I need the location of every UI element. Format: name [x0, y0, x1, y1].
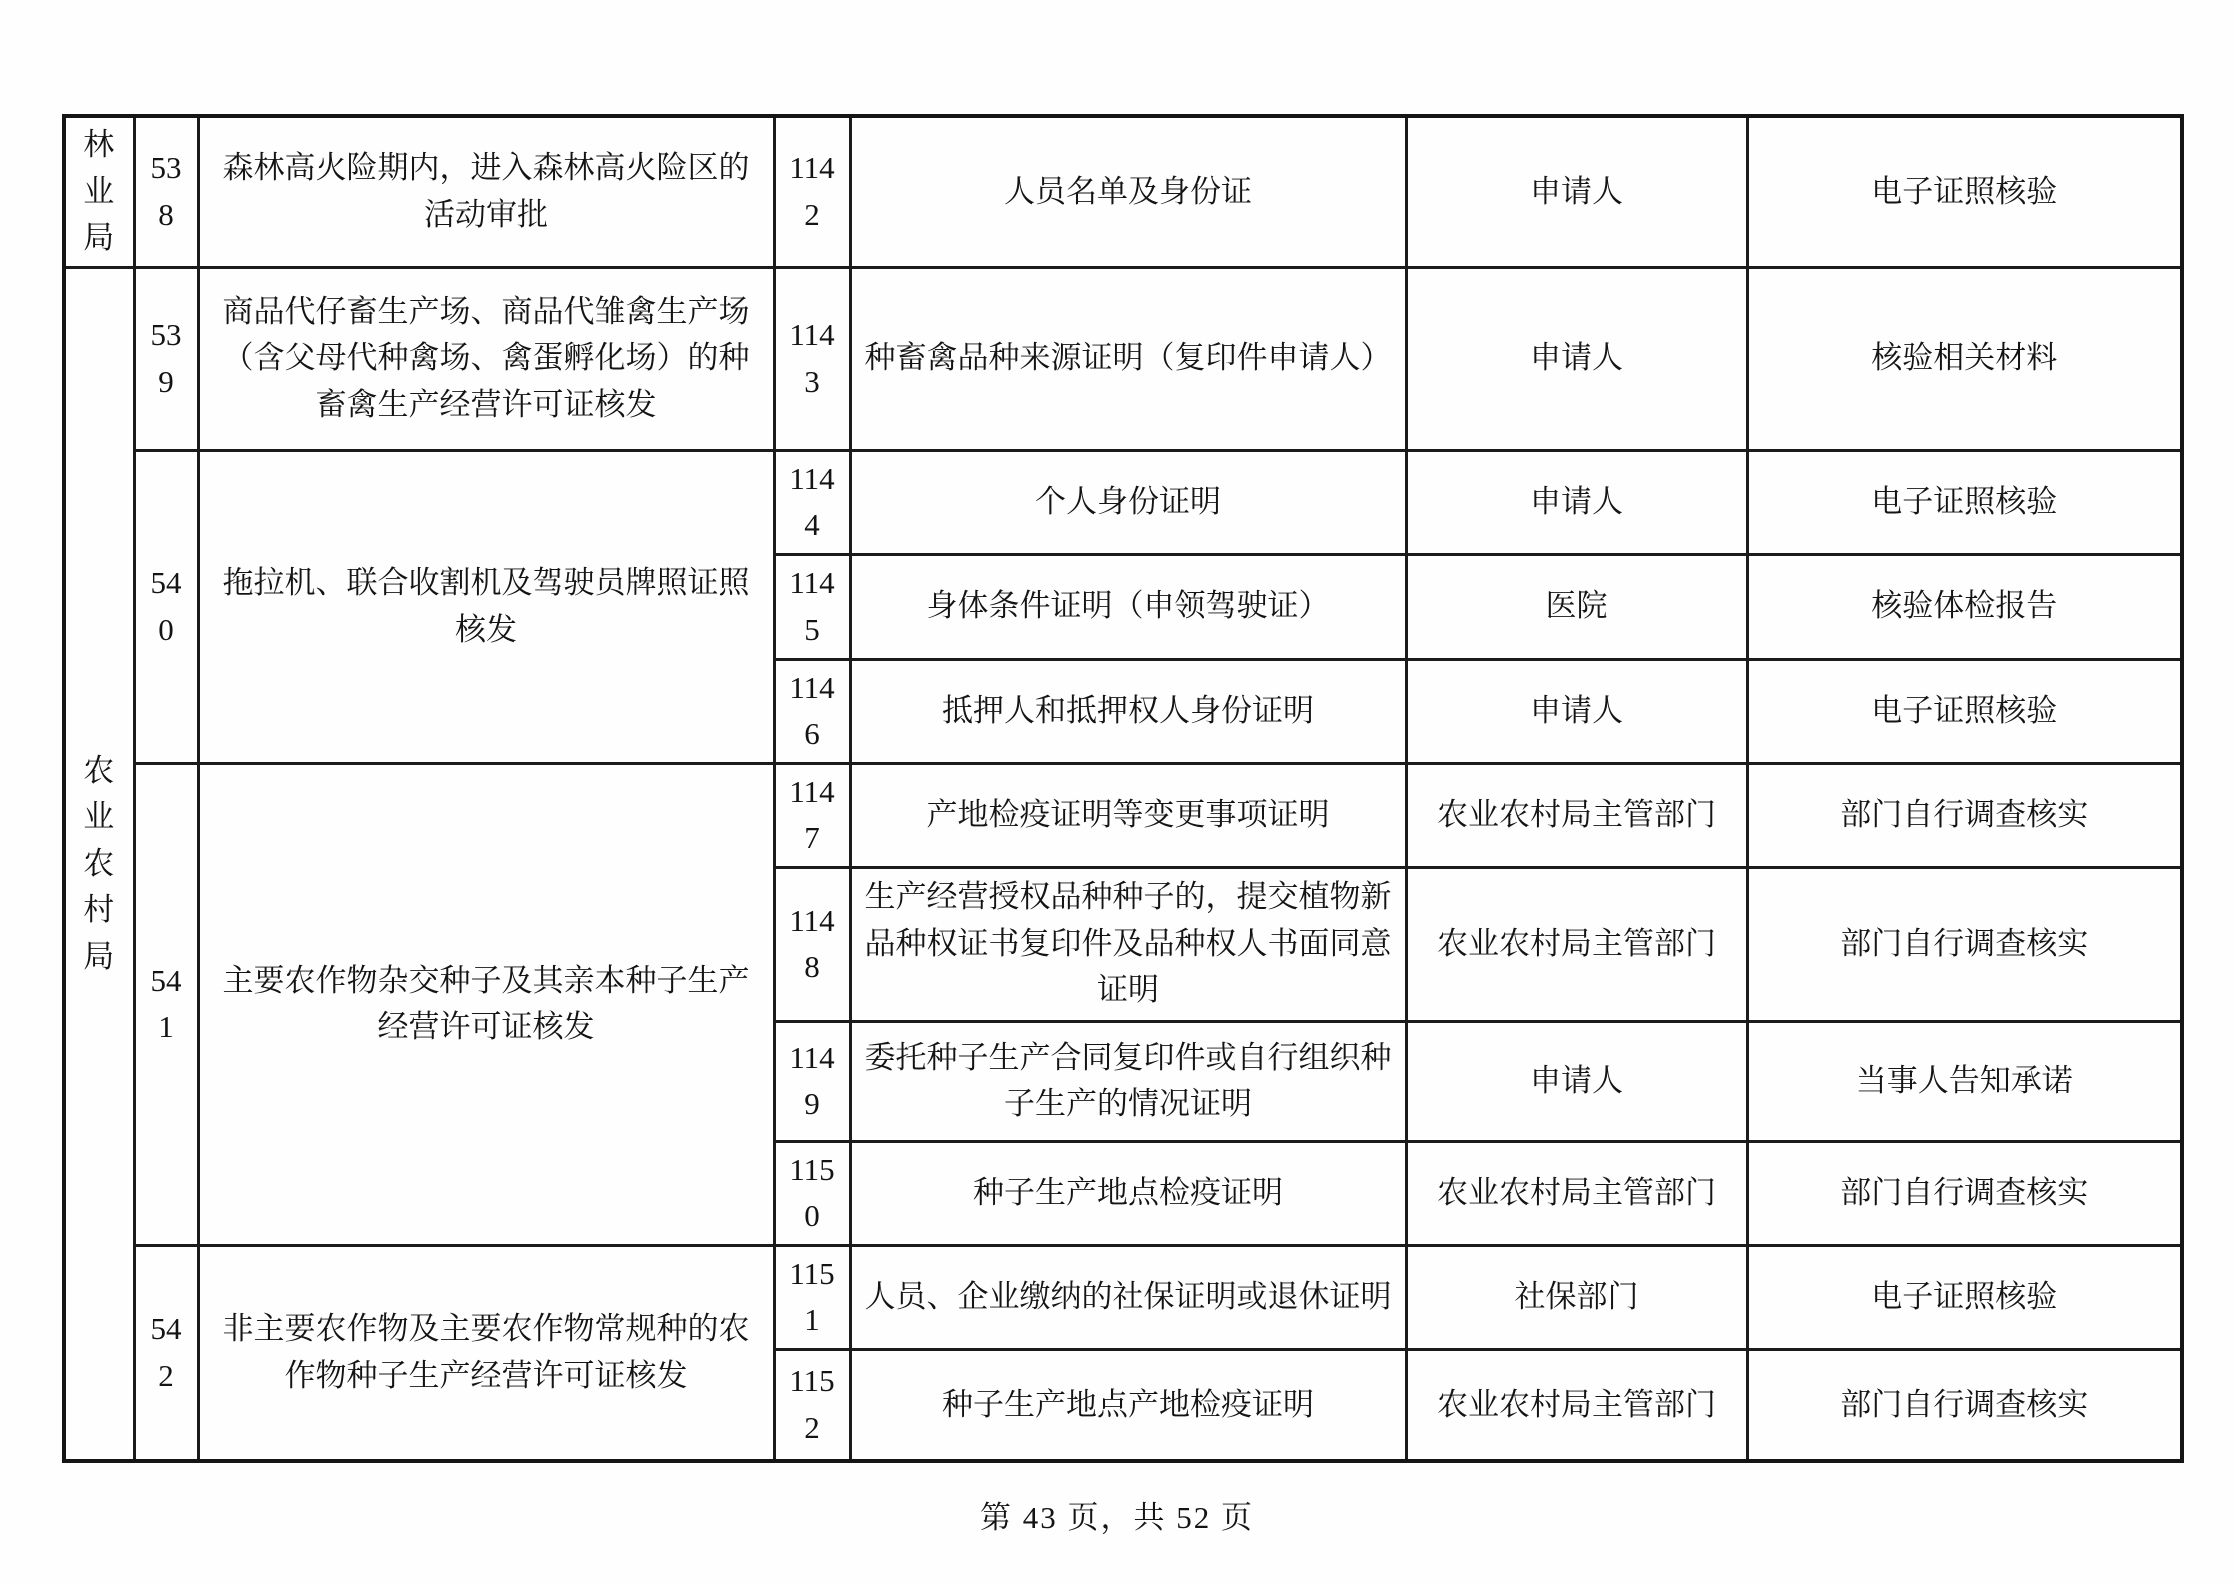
method-cell: 电子证照核验: [1747, 116, 2182, 267]
source-cell: 农业农村局主管部门: [1406, 867, 1747, 1021]
sub-no-cell: 1147: [774, 763, 850, 867]
sub-no-cell: 1142: [774, 116, 850, 267]
item-no-cell: 539: [134, 267, 198, 450]
method-cell: 电子证照核验: [1747, 659, 2182, 763]
material-cell: 产地检疫证明等变更事项证明: [850, 763, 1406, 867]
method-cell: 电子证照核验: [1747, 450, 2182, 554]
sub-no-cell: 1145: [774, 554, 850, 659]
method-cell: 核验体检报告: [1747, 554, 2182, 659]
table-row: [64, 116, 2182, 267]
item-no-cell: 540: [134, 450, 198, 763]
method-cell: 当事人告知承诺: [1747, 1021, 2182, 1141]
table-row: [64, 267, 2182, 450]
approval-items-table: [62, 114, 2184, 1463]
sub-no-cell: 1150: [774, 1141, 850, 1245]
item-no-cell: 542: [134, 1245, 198, 1461]
item-no-cell: 541: [134, 763, 198, 1245]
source-cell: 申请人: [1406, 1021, 1747, 1141]
item-name-cell: 商品代仔畜生产场、商品代雏禽生产场（含父母代种禽场、禽蛋孵化场）的种畜禽生产经营许可证核发: [198, 267, 774, 450]
material-cell: 委托种子生产合同复印件或自行组织种子生产的情况证明: [850, 1021, 1406, 1141]
source-cell: 申请人: [1406, 267, 1747, 450]
table-row: [64, 1245, 2182, 1349]
sub-no-cell: 1144: [774, 450, 850, 554]
source-cell: 农业农村局主管部门: [1406, 1349, 1747, 1461]
method-cell: 核验相关材料: [1747, 267, 2182, 450]
sub-no-cell: 1149: [774, 1021, 850, 1141]
dept-cell: 林业局: [64, 116, 134, 267]
page-footer: 第 43 页，共 52 页: [980, 1500, 1254, 1535]
method-cell: 部门自行调查核实: [1747, 1141, 2182, 1245]
sub-no-cell: 1152: [774, 1349, 850, 1461]
material-cell: 人员名单及身份证: [850, 116, 1406, 267]
source-cell: 医院: [1406, 554, 1747, 659]
source-cell: 农业农村局主管部门: [1406, 763, 1747, 867]
material-cell: 种子生产地点检疫证明: [850, 1141, 1406, 1245]
source-cell: 申请人: [1406, 450, 1747, 554]
material-cell: 抵押人和抵押权人身份证明: [850, 659, 1406, 763]
material-cell: 人员、企业缴纳的社保证明或退休证明: [850, 1245, 1406, 1349]
item-name-cell: 森林高火险期内，进入森林高火险区的活动审批: [198, 116, 774, 267]
material-cell: 种畜禽品种来源证明（复印件申请人）: [850, 267, 1406, 450]
method-cell: 部门自行调查核实: [1747, 1349, 2182, 1461]
item-name-cell: 非主要农作物及主要农作物常规种的农作物种子生产经营许可证核发: [198, 1245, 774, 1461]
dept-cell: 农业农村局: [64, 267, 134, 1461]
method-cell: 部门自行调查核实: [1747, 867, 2182, 1021]
item-no-cell: 538: [134, 116, 198, 267]
sub-no-cell: 1143: [774, 267, 850, 450]
source-cell: 农业农村局主管部门: [1406, 1141, 1747, 1245]
table-row: [64, 450, 2182, 554]
sub-no-cell: 1146: [774, 659, 850, 763]
material-cell: 身体条件证明（申领驾驶证）: [850, 554, 1406, 659]
table-row: [64, 763, 2182, 867]
source-cell: 申请人: [1406, 116, 1747, 267]
source-cell: 社保部门: [1406, 1245, 1747, 1349]
material-cell: 生产经营授权品种种子的，提交植物新品种权证书复印件及品种权人书面同意证明: [850, 867, 1406, 1021]
sub-no-cell: 1148: [774, 867, 850, 1021]
material-cell: 个人身份证明: [850, 450, 1406, 554]
sub-no-cell: 1151: [774, 1245, 850, 1349]
material-cell: 种子生产地点产地检疫证明: [850, 1349, 1406, 1461]
source-cell: 申请人: [1406, 659, 1747, 763]
item-name-cell: 主要农作物杂交种子及其亲本种子生产经营许可证核发: [198, 763, 774, 1245]
method-cell: 电子证照核验: [1747, 1245, 2182, 1349]
item-name-cell: 拖拉机、联合收割机及驾驶员牌照证照核发: [198, 450, 774, 763]
method-cell: 部门自行调查核实: [1747, 763, 2182, 867]
